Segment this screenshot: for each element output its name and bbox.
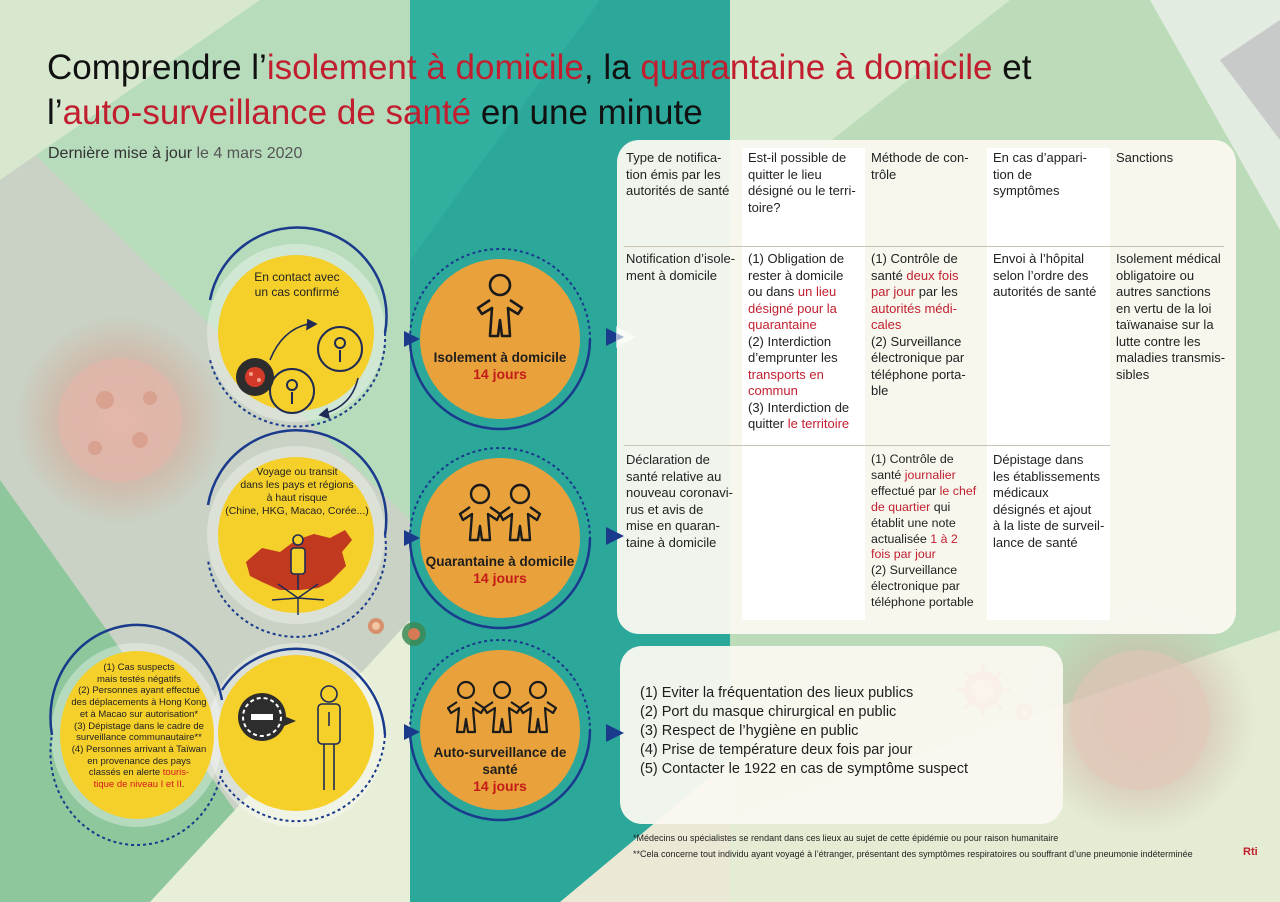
cell-text: effectué par bbox=[871, 483, 937, 498]
cell-text: (3) Interdiction de quitter bbox=[748, 399, 850, 431]
cell-highlight: deux fois par jour bbox=[871, 267, 959, 299]
contact-label: En contact avec un cas confirmé bbox=[254, 270, 340, 299]
measure-name: Auto-surveillance de santé bbox=[433, 745, 567, 777]
footnote: *Médecins ou spécialistes se rendant dans ces lieux au sujet de cette épidémie ou pour raison humanitaire bbox=[633, 833, 1059, 843]
self-monitoring-label bbox=[420, 744, 580, 795]
cell-highlight: le chef de quartier bbox=[871, 483, 977, 514]
measure-days: 14 jours bbox=[473, 778, 527, 794]
quarantine-circle bbox=[410, 448, 590, 628]
table-cell-row2-method bbox=[871, 452, 985, 611]
virus-icon bbox=[236, 358, 274, 396]
update-date-value: le 4 mars 2020 bbox=[196, 145, 303, 162]
cell-text: (2) Surveillance électronique par téléphone porta- ble bbox=[871, 333, 966, 398]
title-segment: , la bbox=[583, 48, 641, 87]
list-item: (3) Respect de l’hygiène en public bbox=[640, 723, 859, 739]
title-segment: auto-surveillance de santé bbox=[62, 93, 472, 132]
table-cell-row1-method bbox=[871, 251, 983, 400]
travel-circle bbox=[207, 430, 386, 637]
table-header-leave: Est-il possible de quitter le lieu désigné ou le terri- toire? bbox=[748, 150, 856, 215]
table-cell-row2-type: Déclaration de santé relative au nouveau coronavi- rus et avis de mise en quaran- taine à domicile bbox=[626, 452, 733, 550]
table-cell-sanctions: Isolement médical obligatoire ou autres sanctions en vertu de la loi taïwanaise sur la lutte contre les maladies transmis- sibles bbox=[1116, 251, 1226, 382]
suspects-label bbox=[64, 662, 214, 791]
cell-text: (1) Contrôle de santé bbox=[871, 452, 954, 482]
suspects-highlight: touris- tique de niveau I et II bbox=[93, 767, 190, 791]
table-cell-row1-leave bbox=[748, 251, 863, 433]
quarantine-label bbox=[420, 553, 580, 587]
update-label: Dernière mise à jour bbox=[48, 145, 197, 162]
cell-highlight: autorités médi- cales bbox=[871, 300, 957, 332]
table-header-symptoms: En cas d’appari- tion de symptômes bbox=[993, 150, 1087, 198]
cell-text: (2) Interdiction d’emprunter les bbox=[748, 333, 838, 365]
table-cell-row1-type: Notification d’isole- ment à domicile bbox=[626, 251, 736, 283]
measure-days: 14 jours bbox=[473, 366, 527, 382]
title-segment: en une minute bbox=[471, 93, 703, 132]
measure-name: Isolement à domicile bbox=[433, 350, 567, 365]
cell-highlight: journalier bbox=[904, 467, 956, 482]
list-item: (2) Port du masque chirurgical en public bbox=[640, 704, 897, 720]
list-item: (1) Eviter la fréquentation des lieux publics bbox=[640, 685, 914, 701]
cell-highlight: 1 à 2 fois par jour bbox=[871, 531, 958, 562]
table-header-sanctions: Sanctions bbox=[1116, 150, 1174, 165]
title-segment: Comprendre l’ bbox=[47, 48, 267, 87]
self-monitoring-list bbox=[640, 684, 1060, 779]
cell-highlight: un lieu désigné pour la quarantaine bbox=[748, 284, 837, 332]
title-segment: quarantaine à domicile bbox=[640, 48, 993, 87]
cell-text: (1) Obligation de rester à domicile ou dans bbox=[748, 251, 845, 299]
cell-highlight: transports en commun bbox=[748, 366, 824, 398]
cell-text: (2) Surveillance électronique par téléphone portable bbox=[871, 563, 974, 610]
list-item: (4) Prise de température deux fois par jour bbox=[640, 742, 913, 758]
table-header-type: Type de notifica- tion émis par les autorités de santé bbox=[626, 150, 730, 198]
table-cell-row2-symptoms: Dépistage dans les établissements médicaux désignés et ajout à la liste de surveil- lance de santé bbox=[993, 452, 1105, 550]
title-segment: isolement à domicile bbox=[266, 48, 584, 87]
cell-text: (1) Contrôle de santé bbox=[871, 251, 958, 283]
title-segment: et bbox=[992, 48, 1032, 87]
suspects-text: . bbox=[181, 779, 185, 791]
footnote: **Cela concerne tout individu ayant voyagé à l’étranger, présentant des symptômes respiratoires ou souffrant d’une pneumonie indéterminée bbox=[633, 849, 1193, 859]
isolation-label bbox=[420, 349, 580, 383]
cell-text: par les bbox=[918, 284, 958, 299]
arrow-right-icon bbox=[616, 326, 636, 348]
table-header-method: Méthode de con- trôle bbox=[871, 150, 969, 182]
measure-days: 14 jours bbox=[473, 570, 527, 586]
cell-highlight: le territoire bbox=[787, 416, 850, 431]
list-item: (5) Contacter le 1922 en cas de symptôme suspect bbox=[640, 761, 969, 777]
measure-name: Quarantaine à domicile bbox=[425, 554, 575, 569]
travel-label: Voyage ou transit dans les pays et régions à haut risque (Chine, HKG, Macao, Corée...) bbox=[225, 466, 369, 517]
table-cell-row1-symptoms: Envoi à l’hôpital selon l’ordre des autorités de santé bbox=[993, 251, 1097, 299]
title-segment: l’ bbox=[47, 93, 63, 132]
cell-text: qui établit une note actualisée bbox=[871, 499, 956, 546]
rti-logo: Rti bbox=[1243, 846, 1258, 858]
suspects-text: (1) Cas suspects mais testés négatifs (2) Personnes ayant effectué des déplacements à Hong Kong et à Macao sur autorisation* (3) Dépistage dans le cadre de surveillance communautaire** (4) Personnes arrivant à Taïwan en provenance des pays classés en alerte bbox=[71, 662, 207, 779]
